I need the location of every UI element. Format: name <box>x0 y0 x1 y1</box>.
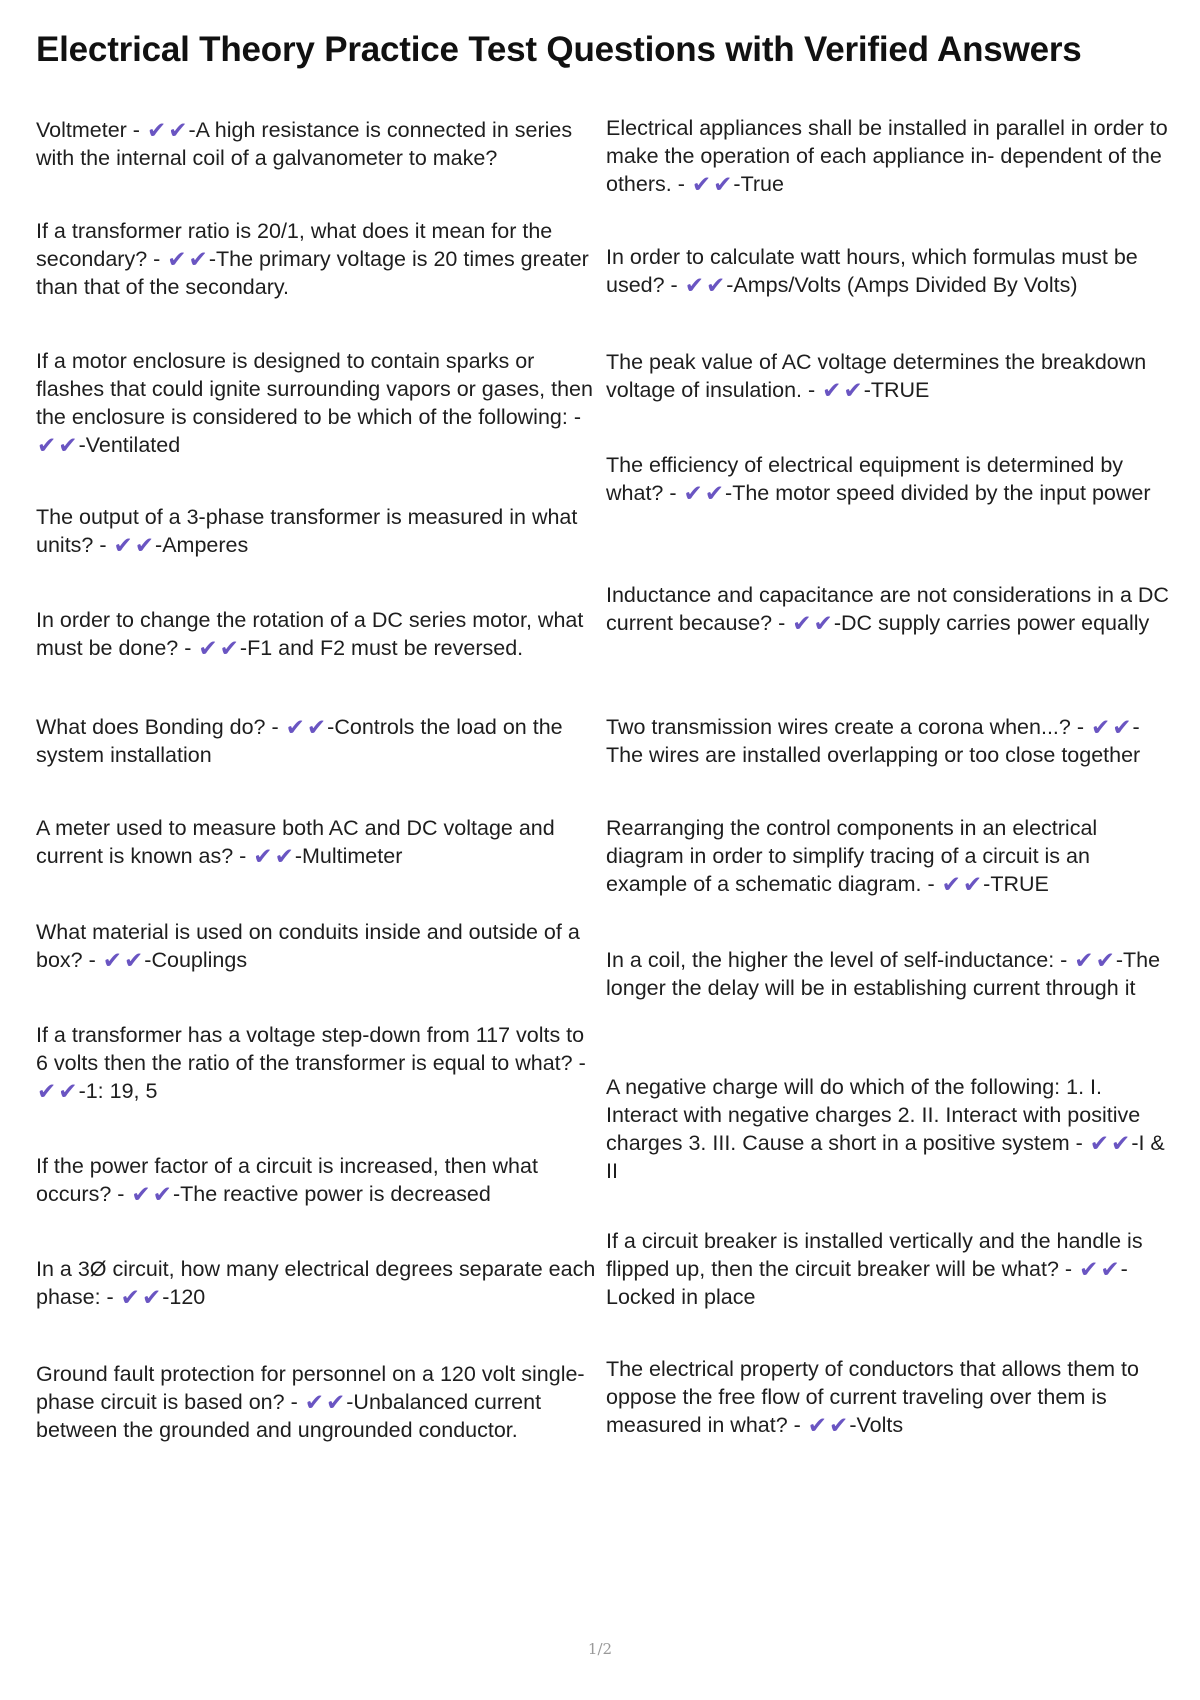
checkmark-icon: ✔ <box>813 610 833 636</box>
question-text: A meter used to measure both AC and DC voltage and current is known as? - <box>36 816 555 868</box>
question-text: In order to calculate watt hours, which formulas must be used? - <box>606 245 1138 297</box>
checkmark-icon: ✔ <box>941 871 961 897</box>
answer-text: -Multimeter <box>294 844 403 868</box>
checkmark-icon: ✔ <box>306 714 327 740</box>
checkmark-icon: ✔ <box>822 377 842 403</box>
checkmark-icon: ✔ <box>37 1078 57 1104</box>
qa-item <box>36 217 596 301</box>
answer-text: -DC supply carries power equally <box>833 611 1150 635</box>
qa-item <box>36 1360 596 1444</box>
checkmark-icon: ✔ <box>962 871 983 897</box>
qa-item <box>36 347 596 459</box>
checkmark-icon: ✔ <box>168 117 188 143</box>
checkmark-icon: ✔ <box>829 1412 849 1438</box>
question-text: In order to change the rotation of a DC series motor, what must be done? - <box>36 608 584 660</box>
checkmark-icon: ✔ <box>167 246 187 272</box>
checkmark-icon: ✔ <box>198 635 218 661</box>
checkmark-icon: ✔ <box>58 1078 78 1104</box>
question-text: If a circuit breaker is installed vertically and the handle is flipped up, then the circuit breaker will be what? - <box>606 1229 1143 1281</box>
checkmark-icon: ✔ <box>274 843 294 869</box>
checkmark-icon: ✔ <box>691 171 712 197</box>
checkmark-icon: ✔ <box>792 610 812 636</box>
question-text: Inductance and capacitance are not considerations in a DC current because? - <box>606 583 1169 635</box>
checkmark-icon: ✔ <box>219 635 239 661</box>
answer-text: -True <box>733 172 784 196</box>
qa-item <box>606 581 1171 637</box>
qa-item <box>36 1152 596 1208</box>
qa-item <box>606 713 1171 769</box>
answer-text: -Locked in place <box>606 1257 1128 1309</box>
answer-text: -Unbalanced current between the grounded and ungrounded conductor. <box>36 1390 542 1442</box>
qa-item <box>606 1227 1171 1311</box>
checkmark-icon: ✔ <box>124 947 144 973</box>
checkmark-icon: ✔ <box>146 117 167 143</box>
checkmark-icon: ✔ <box>843 377 863 403</box>
question-text: A negative charge will do which of the following: 1. I. Interact with negative charges 2. II. Interact with positive charges 3. III. Cause a short in a positive system - <box>606 1075 1141 1155</box>
checkmark-icon: ✔ <box>1090 714 1111 740</box>
checkmark-icon: ✔ <box>188 246 208 272</box>
checkmark-icon: ✔ <box>113 532 133 558</box>
question-text: What does Bonding do? - <box>36 715 285 739</box>
page-title: Electrical Theory Practice Test Questions with Verified Answers <box>36 30 1082 69</box>
question-text: In a coil, the higher the level of self-inductance: - <box>606 948 1074 972</box>
answer-text: -Amperes <box>155 533 249 557</box>
question-text: What material is used on conduits inside and outside of a box? - <box>36 920 580 972</box>
question-text: The electrical property of conductors that allows them to oppose the free flow of current traveling over them is measured in what? - <box>606 1357 1139 1437</box>
question-text: If a motor enclosure is designed to contain sparks or flashes that could ignite surrounding vapors or gases, then the enclosure is considered to be which of the following: - <box>36 349 593 429</box>
answer-text: -Couplings <box>144 948 248 972</box>
qa-item <box>36 116 596 172</box>
checkmark-icon: ✔ <box>1111 1130 1131 1156</box>
answer-text: -I & II <box>606 1131 1165 1183</box>
answer-text: -Amps/Volts (Amps Divided By Volts) <box>726 273 1078 297</box>
qa-item <box>36 503 596 559</box>
checkmark-icon: ✔ <box>253 843 273 869</box>
checkmark-icon: ✔ <box>152 1181 172 1207</box>
answer-text: -The primary voltage is 20 times greater than that of the secondary. <box>36 247 589 299</box>
checkmark-icon: ✔ <box>683 480 703 506</box>
answer-text: -Ventilated <box>78 433 181 457</box>
question-text: The output of a 3-phase transformer is measured in what units? - <box>36 505 578 557</box>
checkmark-icon: ✔ <box>58 432 78 458</box>
answer-text: -F1 and F2 must be reversed. <box>239 636 524 660</box>
answer-text: -120 <box>162 1285 206 1309</box>
question-text: If a transformer has a voltage step-down from 117 volts to 6 volts then the ratio of the transformer is equal to what? - <box>36 1023 586 1075</box>
qa-item <box>36 1255 596 1311</box>
qa-item <box>36 918 596 974</box>
qa-item <box>606 946 1171 1002</box>
question-text: Electrical appliances shall be installed in parallel in order to make the operation of each appliance in- dependent of the others. - <box>606 116 1168 196</box>
checkmark-icon: ✔ <box>102 947 123 973</box>
answer-text: -The motor speed divided by the input power <box>725 481 1151 505</box>
qa-item <box>606 1355 1171 1439</box>
qa-item <box>606 114 1171 198</box>
question-text: Rearranging the control components in an electrical diagram in order to simplify tracing of a circuit is an example of a schematic diagram. - <box>606 816 1098 896</box>
question-text: If the power factor of a circuit is increased, then what occurs? - <box>36 1154 538 1206</box>
checkmark-icon: ✔ <box>304 1389 324 1415</box>
question-text: Voltmeter - <box>36 118 146 142</box>
checkmark-icon: ✔ <box>37 432 57 458</box>
answer-text: -The longer the delay will be in establishing current through it <box>606 948 1161 1000</box>
qa-item <box>36 713 596 769</box>
answer-text: -The wires are installed overlapping or too close together <box>606 715 1141 767</box>
answer-text: -The reactive power is decreased <box>172 1182 491 1206</box>
checkmark-icon: ✔ <box>120 1284 140 1310</box>
qa-item <box>606 348 1171 404</box>
checkmark-icon: ✔ <box>134 532 155 558</box>
checkmark-icon: ✔ <box>1089 1130 1110 1156</box>
checkmark-icon: ✔ <box>141 1284 162 1310</box>
answer-text: -1: 19, 5 <box>78 1079 158 1103</box>
qa-item <box>36 606 596 662</box>
checkmark-icon: ✔ <box>1095 947 1115 973</box>
qa-item <box>606 814 1171 898</box>
answer-text: -Controls the load on the system installation <box>36 715 563 767</box>
question-text: Ground fault protection for personnel on a 120 volt single-phase circuit is based on? - <box>36 1362 585 1414</box>
checkmark-icon: ✔ <box>325 1389 346 1415</box>
checkmark-icon: ✔ <box>713 171 733 197</box>
question-text: Two transmission wires create a corona when...? - <box>606 715 1090 739</box>
answer-text: -TRUE <box>983 872 1049 896</box>
answer-text: -A high resistance is connected in series with the internal coil of a galvanometer to make? <box>36 118 573 170</box>
question-text: In a 3Ø circuit, how many electrical degrees separate each phase: - <box>36 1257 596 1309</box>
answer-text: -Volts <box>849 1413 904 1437</box>
checkmark-icon: ✔ <box>1100 1256 1120 1282</box>
qa-item <box>606 243 1171 299</box>
checkmark-icon: ✔ <box>1074 947 1094 973</box>
checkmark-icon: ✔ <box>1112 714 1132 740</box>
checkmark-icon: ✔ <box>807 1412 828 1438</box>
question-text: The efficiency of electrical equipment is determined by what? - <box>606 453 1124 505</box>
checkmark-icon: ✔ <box>1079 1256 1099 1282</box>
checkmark-icon: ✔ <box>684 272 704 298</box>
question-text: If a transformer ratio is 20/1, what does it mean for the secondary? - <box>36 219 553 271</box>
answer-text: -TRUE <box>863 378 930 402</box>
checkmark-icon: ✔ <box>285 714 305 740</box>
page-number: 1/2 <box>587 1640 613 1658</box>
qa-item <box>36 1021 596 1105</box>
checkmark-icon: ✔ <box>705 272 726 298</box>
checkmark-icon: ✔ <box>131 1181 151 1207</box>
qa-item <box>606 451 1171 507</box>
checkmark-icon: ✔ <box>704 480 725 506</box>
qa-item <box>36 814 596 870</box>
qa-item <box>606 1073 1171 1185</box>
question-text: The peak value of AC voltage determines the breakdown voltage of insulation. - <box>606 350 1147 402</box>
